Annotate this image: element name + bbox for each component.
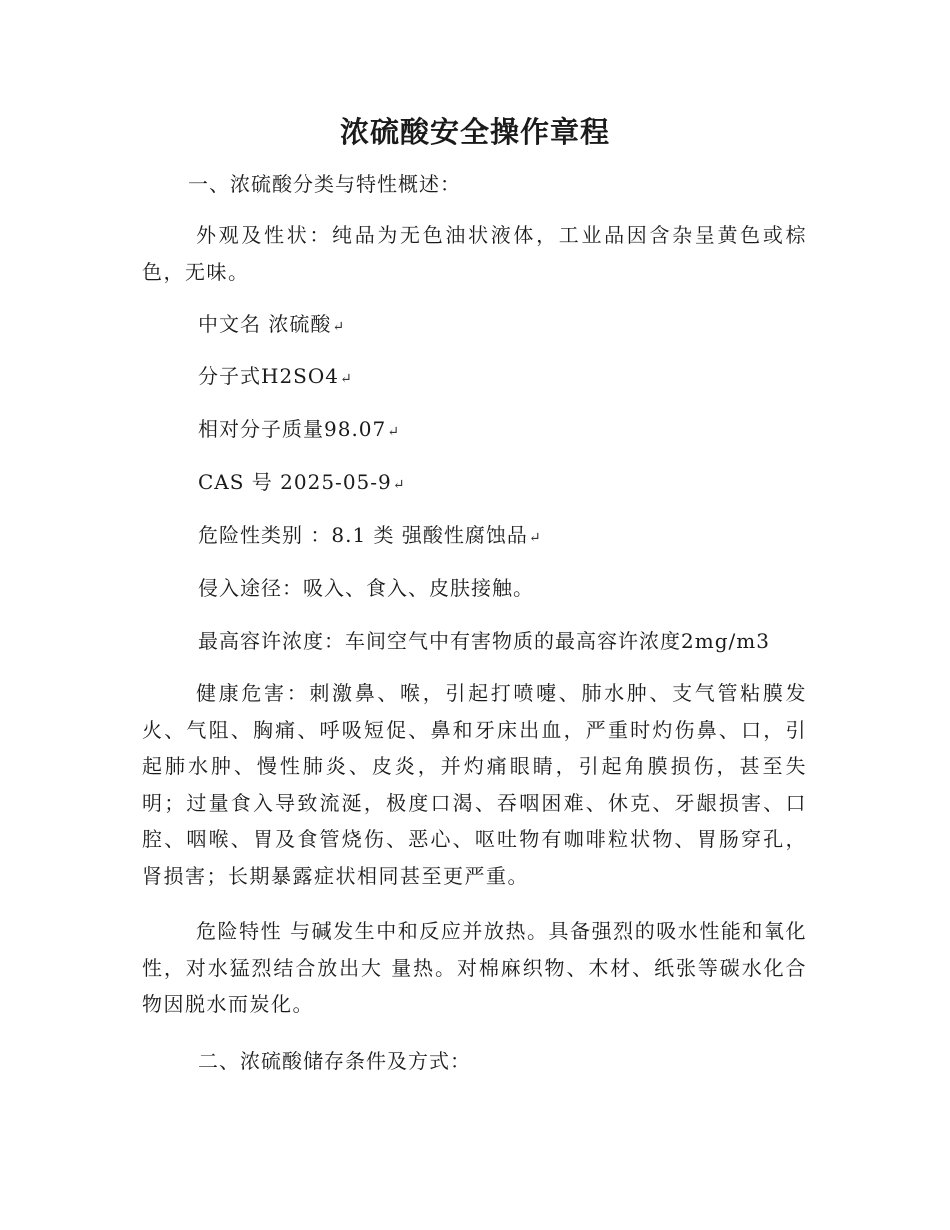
molar-mass-text: 相对分子质量98.07 <box>198 417 387 441</box>
molar-mass-line <box>198 411 399 450</box>
line-break-mark: ↵ <box>392 477 405 493</box>
appearance-paragraph: 外观及性状：纯品为无色油状液体，工业品因含杂呈黄色或棕色，无味。 <box>142 223 807 284</box>
formula-text: 分子式H2SO4 <box>198 364 339 388</box>
max-concentration-line: 最高容许浓度：车间空气中有害物质的最高容许浓度2mg/m3 <box>198 629 770 653</box>
hazard-class-text: 危险性类别 ：8.1 类 强酸性腐蚀品 <box>198 523 528 547</box>
exposure-route-line: 侵入途径：吸入、食入、皮肤接触。 <box>198 576 534 600</box>
cas-text: CAS 号 2025-05-9 <box>198 470 392 494</box>
line-break-mark: ↵ <box>332 319 345 335</box>
chinese-name-text: 中文名 浓硫酸 <box>198 312 332 336</box>
health-hazard-paragraph: 健康危害：刺激鼻、喉，引起打喷嚏、肺水肿、支气管粘膜发火、气阻、胸痛、呼吸短促、鼻和牙床出血，严重时灼伤鼻、口，引起肺水肿、慢性肺炎、皮炎，并灼痛眼睛，引起角膜损伤，甚至失明；过量食入导致流涎，极度口渴、吞咽困难、休克、牙龈损害、口腔、咽喉、胃及食管烧伤、恶心、呕吐物有咖啡粒状物、胃肠穿孔，肾损害；长期暴露症状相同甚至更严重。 <box>142 681 807 888</box>
line-break-mark: ↵ <box>528 530 541 546</box>
cas-line <box>198 464 404 503</box>
formula-line <box>198 358 352 397</box>
hazard-properties-paragraph: 危险特性 与碱发生中和反应并放热。具备强烈的吸水性能和氧化性，对水猛烈结合放出大 量热。对棉麻织物、木材、纸张等碳水化合物因脱水而炭化。 <box>142 919 807 1016</box>
chinese-name-line <box>198 306 344 345</box>
line-break-mark: ↵ <box>340 371 352 387</box>
document-title: 浓硫酸安全操作章程 <box>339 115 610 149</box>
section-heading-1: 一、浓硫酸分类与特性概述： <box>188 172 461 196</box>
hazard-class-line <box>198 517 541 556</box>
section-heading-2: 二、浓硫酸储存条件及方式： <box>198 1049 471 1073</box>
line-break-mark: ↵ <box>387 424 399 440</box>
